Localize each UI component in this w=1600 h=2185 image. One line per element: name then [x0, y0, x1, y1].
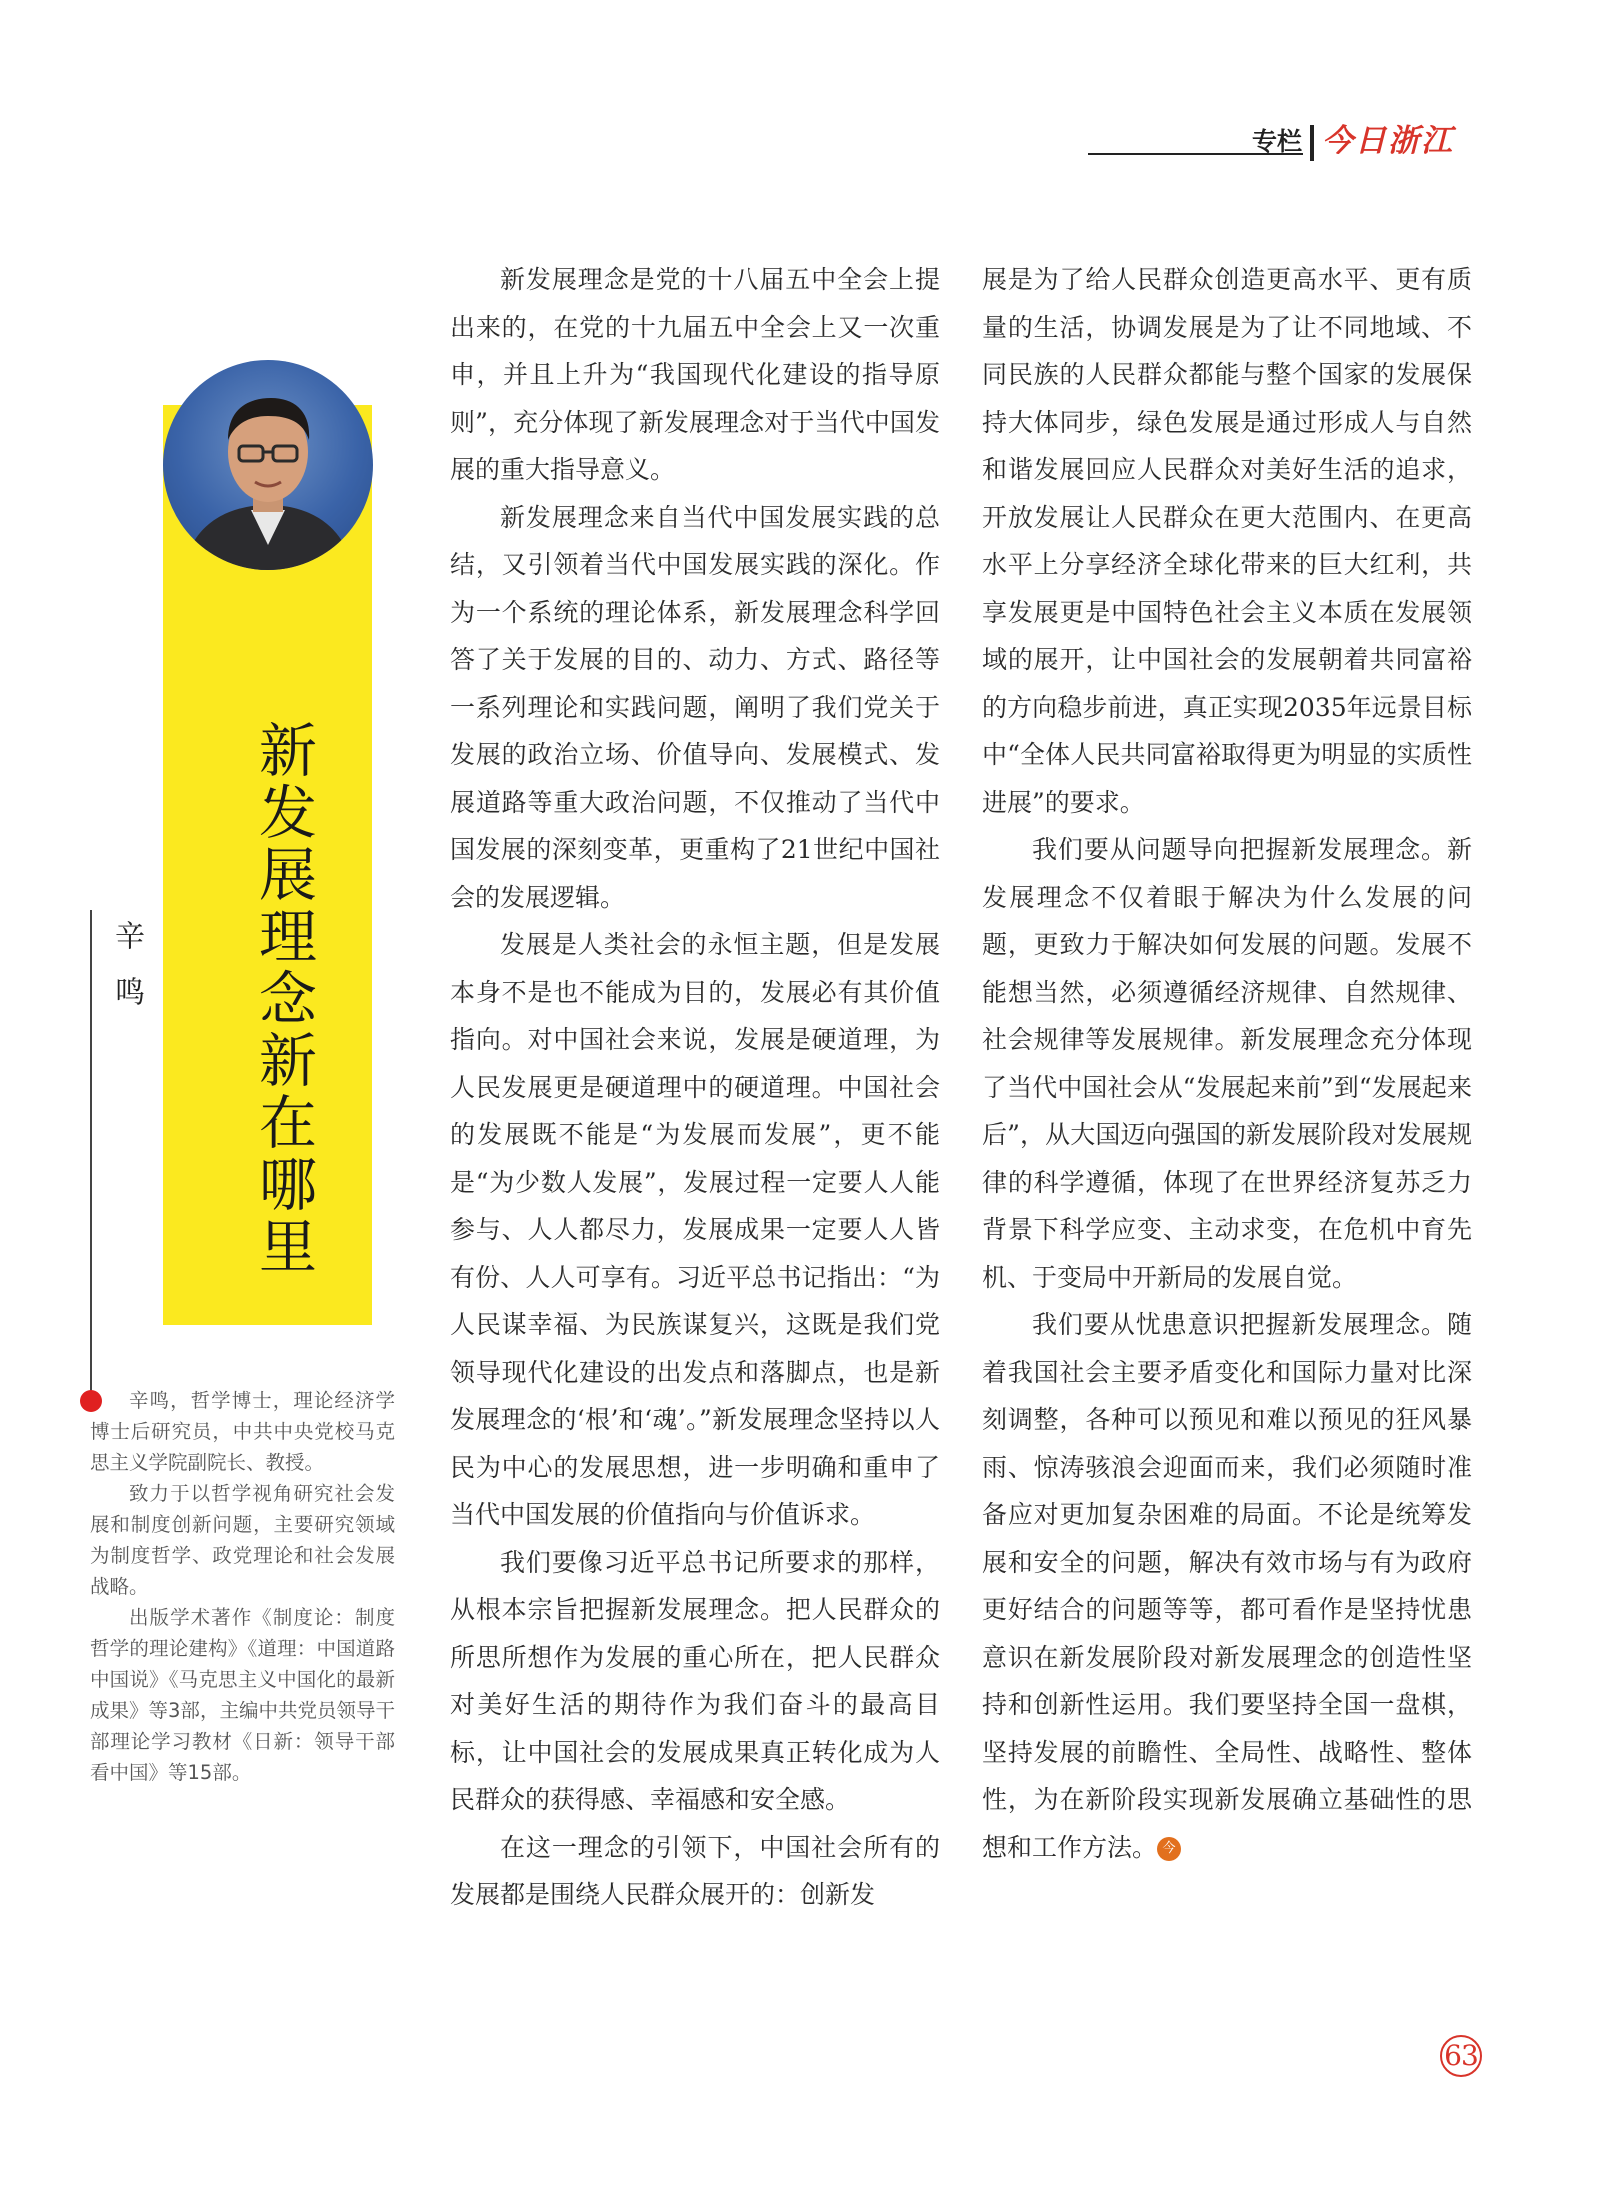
magazine-logo: 今日浙江 [1322, 123, 1454, 159]
bio-paragraph: 致力于以哲学视角研究社会发展和制度创新问题，主要研究领域为制度哲学、政党理论和社会发展战略。 [90, 1482, 395, 1598]
author-rule [90, 910, 92, 1405]
bio-paragraph: 出版学术著作《制度论：制度哲学的理论建构》《道理：中国道路中国说》《马克思主义中国化的最新成果》等3部，主编中共党员领导干部理论学习教材《日新：领导干部看中国》等15部。 [90, 1606, 395, 1784]
page-number: 63 [1440, 2035, 1482, 2077]
body-paragraph: 在这一理念的引领下，中国社会所有的发展都是围绕人民群众展开的：创新发 [450, 1832, 940, 1909]
body-paragraph [982, 1301, 1472, 1871]
author-bio [90, 1385, 395, 1788]
body-column-left [450, 256, 940, 1919]
body-paragraph: 展是为了给人民群众创造更高水平、更有质量的生活，协调发展是为了让不同地域、不同民族的人民群众都能与整个国家的发展保持大体同步，绿色发展是通过形成人与自然和谐发展回应人民群众对美好生活的追求，开放发展让人民群众在更大范围内、在更高水平上分享经济全球化带来的巨大红利，共享发展更是中国特色社会主义本质在发展领域的展开，让中国社会的发展朝着共同富裕的方向稳步前进，真正实现2035年远景目标中“全体人民共同富裕取得更为明显的实质性进展”的要求。 [982, 265, 1472, 817]
author-portrait [163, 360, 373, 570]
end-of-article-icon: 今 [1157, 1837, 1181, 1861]
body-paragraph: 我们要像习近平总书记所要求的那样，从根本宗旨把握新发展理念。把人民群众的所思所想作为发展的重心所在，把人民群众对美好生活的期待作为我们奋斗的最高目标，让中国社会的发展成果真正转化成为人民群众的获得感、幸福感和安全感。 [450, 1547, 940, 1814]
body-paragraph: 新发展理念来自当代中国发展实践的总结，又引领着当代中国发展实践的深化。作为一个系统的理论体系，新发展理念科学回答了关于发展的目的、动力、方式、路径等一系列理论和实践问题，阐明了我们党关于发展的政治立场、价值导向、发展模式、发展道路等重大政治问题，不仅推动了当代中国发展的深刻变革，更重构了21世纪中国社会的发展逻辑。 [450, 502, 940, 912]
author-name: 辛鸣 [109, 920, 144, 1032]
body-paragraph: 发展是人类社会的永恒主题，但是发展本身不是也不能成为目的，发展必有其价值指向。对中国社会来说，发展是硬道理，为人民发展更是硬道理中的硬道理。中国社会的发展既不能是“为发展而发展”，更不能是“为少数人发展”，发展过程一定要人人能参与、人人都尽力，发展成果一定要人人皆有份、人人可享有。习近平总书记指出：“为人民谋幸福、为民族谋复兴，这既是我们党领导现代化建设的出发点和落脚点，也是新发展理念的‘根’和‘魂’。”新发展理念坚持以人民为中心的发展思想，进一步明确和重申了当代中国发展的价值指向与价值诉求。 [450, 930, 940, 1529]
header-divider [1310, 125, 1314, 161]
bio-paragraph: 辛鸣，哲学博士，理论经济学博士后研究员，中共中央党校马克思主义学院副院长、教授。 [90, 1389, 395, 1474]
article-title: 新发展理念新在哪里 [249, 720, 317, 1278]
body-paragraph-text: 我们要从忧患意识把握新发展理念。随着我国社会主要矛盾变化和国际力量对比深刻调整，各种可以预见和难以预见的狂风暴雨、惊涛骇浪会迎面而来，我们必须随时准备应对更加复杂困难的局面。不论是统筹发展和安全的问题，解决有效市场与有为政府更好结合的问题等等，都可看作是坚持忧患意识在新发展阶段对新发展理念的创造性坚持和创新性运用。我们要坚持全国一盘棋，坚持发展的前瞻性、全局性、战略性、整体性，为在新阶段实现新发展确立基础性的思想和工作方法。 [982, 1310, 1472, 1862]
body-column-right [982, 256, 1472, 1871]
column-label: 专栏 [1252, 127, 1303, 156]
body-paragraph: 新发展理念是党的十八届五中全会上提出来的，在党的十九届五中全会上又一次重申，并且上升为“我国现代化建设的指导原则”，充分体现了新发展理念对于当代中国发展的重大指导意义。 [450, 265, 940, 484]
body-paragraph: 我们要从问题导向把握新发展理念。新发展理念不仅着眼于解决为什么发展的问题，更致力于解决如何发展的问题。发展不能想当然，必须遵循经济规律、自然规律、社会规律等发展规律。新发展理念充分体现了当代中国社会从“发展起来前”到“发展起来后”，从大国迈向强国的新发展阶段对发展规律的科学遵循，体现了在世界经济复苏乏力背景下科学应变、主动求变，在危机中育先机、于变局中开新局的发展自觉。 [982, 835, 1472, 1292]
